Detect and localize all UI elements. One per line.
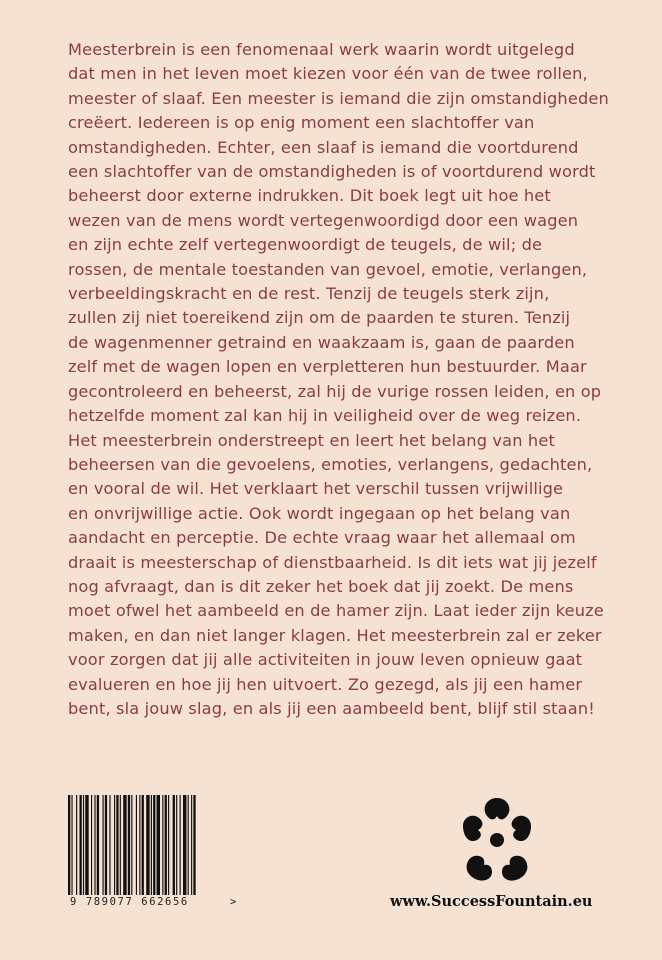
blurb-line: draait is meesterschap of dienstbaarheid. Is dit iets wat jij jezelf: [68, 552, 597, 572]
blurb-line: hetzelfde moment zal kan hij in veiligheid over de weg reizen.: [68, 406, 582, 426]
blurb-line: omstandigheden. Echter, een slaaf is iemand die voortdurend: [68, 137, 579, 157]
blurb-line: dat men in het leven moet kiezen voor één van de twee rollen,: [68, 64, 588, 84]
blurb-line: wezen van de mens wordt vertegenwoordigd door een wagen: [68, 210, 579, 230]
blurb-line: een slachtoffer van de omstandigheden is of voortdurend wordt: [68, 162, 596, 182]
blurb-line: moet ofwel het aambeeld en de hamer zijn. Laat ieder zijn keuze: [68, 601, 604, 621]
blurb-line: de wagenmenner getraind en waakzaam is, gaan de paarden: [68, 332, 575, 352]
blurb-line: beheersen van die gevoelens, emoties, verlangens, gedachten,: [68, 454, 593, 474]
blurb-line: verbeeldingskracht en de rest. Tenzij de teugels sterk zijn,: [68, 284, 550, 304]
blurb-line: maken, en dan niet langer klagen. Het meesterbrein zal er zeker: [68, 625, 602, 645]
blurb-line: beheerst door externe indrukken. Dit boek legt uit hoe het: [68, 186, 551, 206]
barcode-arrow: >: [230, 896, 237, 908]
blurb-line: gecontroleerd en beheerst, zal hij de vurige rossen leiden, en op: [68, 381, 602, 401]
blurb-line: en vooral de wil. Het verklaart het verschil tussen vrijwillige: [68, 479, 564, 499]
blurb-line: zullen zij niet toereikend zijn om de paarden te sturen. Tenzij: [68, 308, 571, 328]
blurb-line: rossen, de mentale toestanden van gevoel, emotie, verlangen,: [68, 259, 588, 279]
flower-logo-icon: [455, 792, 539, 888]
blurb-line: nog afvraagt, dan is dit zeker het boek dat jij zoekt. De mens: [68, 576, 574, 596]
blurb-line: meester of slaaf. Een meester is iemand die zijn omstandigheden: [68, 88, 609, 108]
blurb-line: Het meesterbrein onderstreept en leert het belang van het: [68, 430, 555, 450]
blurb-line: evalueren en hoe jij hen uitvoert. Zo gezegd, als jij een hamer: [68, 674, 583, 694]
isbn-number: 9 789077 662656: [70, 896, 189, 908]
blurb-line: bent, sla jouw slag, en als jij een aambeeld bent, blijf stil staan!: [68, 698, 595, 718]
blurb-text: [68, 38, 613, 721]
blurb-line: en zijn echte zelf vertegenwoordigt de teugels, de wil; de: [68, 235, 543, 255]
blurb-line: en onvrijwillige actie. Ook wordt ingegaan op het belang van: [68, 503, 571, 523]
blurb-line: aandacht en perceptie. De echte vraag waar het allemaal om: [68, 528, 576, 548]
publisher-website: www.SuccessFountain.eu: [390, 893, 593, 910]
barcode-bars: [66, 795, 240, 895]
blurb-line: creëert. Iedereen is op enig moment een slachtoffer van: [68, 113, 535, 133]
blurb-line: voor zorgen dat jij alle activiteiten in jouw leven opnieuw gaat: [68, 650, 583, 670]
blurb-line: zelf met de wagen lopen en verpletteren hun bestuurder. Maar: [68, 357, 587, 377]
blurb-line: Meesterbrein is een fenomenaal werk waarin wordt uitgelegd: [68, 40, 575, 59]
